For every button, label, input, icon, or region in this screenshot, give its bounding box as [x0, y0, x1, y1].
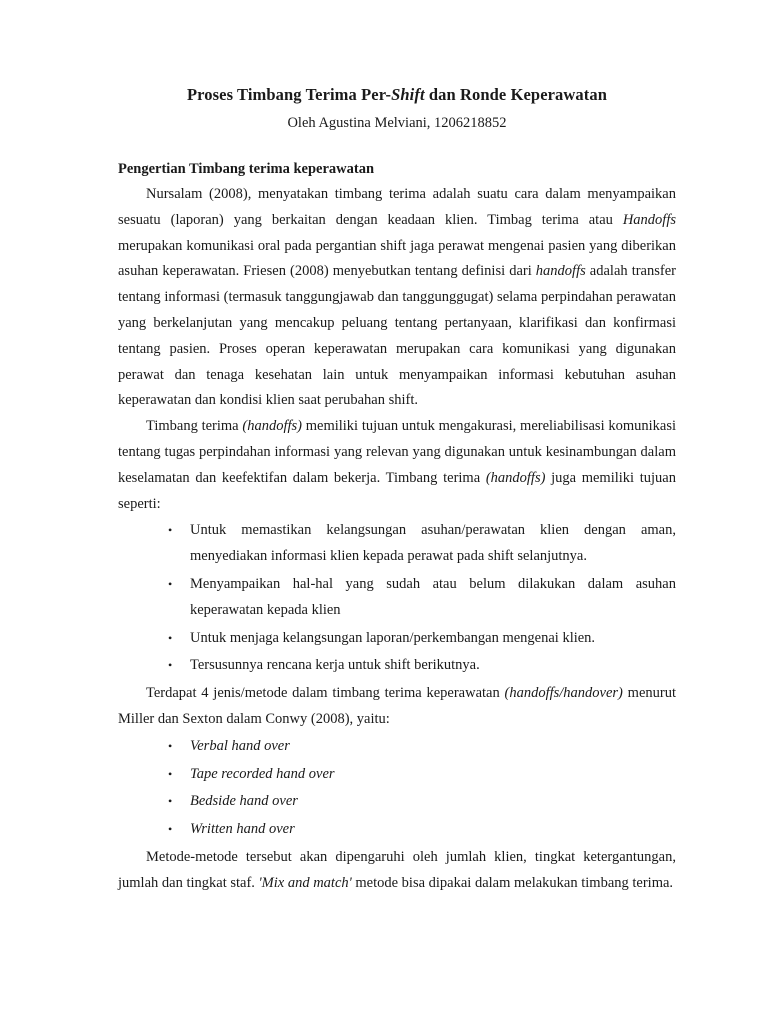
- methods-list: [118, 734, 676, 843]
- list-item-text: Menyampaikan hal-hal yang sudah atau belum dilakukan dalam asuhan keperawatan kepada klien: [190, 575, 676, 618]
- p1-text-e: adalah transfer tentang informasi (termasuk tanggungjawab dan tanggunggugat) selama perpindahan perawatan yang berkelanjutan yang mencakup peluang tentang pertanyaan, klarifikasi dan konfirmasi tentang pasien. Proses operan keperawatan merupakan cara komunikasi yang digunakan perawat dan tenaga kesehatan lain untuk menyampaikan informasi kebutuhan asuhan keperawatan dan kondisi klien saat perubahan shift.: [118, 263, 676, 409]
- p3-text-c: menurut Miller dan Sexton dalam Conwy (2008), yaitu:: [118, 685, 676, 727]
- list-item-text: Bedside hand over: [190, 793, 298, 810]
- list-item-text: Tersusunnya rencana kerja untuk shift berikutnya.: [190, 657, 480, 674]
- p4-text-c: metode bisa dipakai dalam melakukan timbang terima.: [351, 874, 674, 891]
- p1-text-b: Handoffs: [622, 211, 676, 228]
- paragraph-methods: [118, 681, 676, 733]
- list-item: [168, 572, 676, 624]
- list-item: [168, 789, 676, 815]
- section-heading: Pengertian Timbang terima keperawatan: [118, 161, 375, 177]
- p1-text-a: Nursalam (2008), menyatakan timbang terima adalah suatu cara dalam menyampaikan sesuatu (laporan) yang berkaitan dengan keadaan klien. Timbag terima atau: [118, 186, 676, 228]
- p2-text-b: (handoffs): [242, 418, 302, 435]
- paragraph-mix-and-match: [118, 845, 676, 897]
- bullet-icon: •: [168, 738, 173, 753]
- list-item-text: Verbal hand over: [190, 737, 290, 754]
- bullet-icon: •: [168, 523, 173, 538]
- bullet-icon: •: [168, 576, 173, 591]
- bullet-icon: •: [168, 794, 173, 809]
- list-item: [168, 734, 676, 760]
- list-item: [168, 762, 676, 788]
- p1-text-c: merupakan komunikasi oral pada pergantian shift jaga perawat mengenai pasien yang diberikan asuhan keperawatan. Friesen (2008) menyebutkan tentang definisi dari: [118, 237, 676, 280]
- list-item: [168, 518, 676, 570]
- list-item-text: Tape recorded hand over: [190, 765, 335, 782]
- p3-text-b: (handoffs/handover): [504, 685, 623, 702]
- list-item-text: Written hand over: [190, 821, 295, 838]
- purpose-list: [118, 518, 676, 679]
- p2-text-d: (handoffs): [485, 469, 546, 486]
- p4-text-b: 'Mix and match': [258, 874, 352, 891]
- list-item-text: Untuk menjaga kelangsungan laporan/perkembangan mengenai klien.: [190, 629, 596, 646]
- p1-text-d: handoffs: [535, 263, 586, 280]
- p3-text-a: Terdapat 4 jenis/metode dalam timbang terima keperawatan: [146, 685, 505, 702]
- author-line: Oleh Agustina Melviani, 1206218852: [287, 115, 507, 131]
- list-item: [168, 817, 676, 843]
- p4-text-a: Metode-metode tersebut akan dipengaruhi oleh jumlah klien, tingkat ketergantungan, jumlah dan tingkat staf.: [118, 848, 676, 891]
- bullet-icon: •: [168, 658, 173, 673]
- p2-text-a: Timbang terima: [146, 418, 243, 435]
- title-text-start: Proses Timbang Terima Per-: [187, 85, 392, 104]
- bullet-icon: •: [168, 766, 173, 781]
- title-text-italic: Shift: [391, 85, 425, 104]
- p2-text-e: juga memiliki tujuan seperti:: [118, 469, 676, 512]
- list-item: [168, 653, 676, 679]
- list-item: [168, 626, 676, 652]
- document-page: [118, 84, 676, 897]
- paragraph-purpose: [118, 414, 676, 517]
- bullet-icon: •: [168, 822, 173, 837]
- title-text-end: dan Ronde Keperawatan: [424, 85, 607, 104]
- document-title: [118, 84, 676, 106]
- list-item-text: Untuk memastikan kelangsungan asuhan/perawatan klien dengan aman, menyediakan informasi klien kepada perawat pada shift selanjutnya.: [190, 522, 676, 565]
- paragraph-definition: [118, 182, 676, 414]
- bullet-icon: •: [168, 630, 173, 645]
- p2-text-c: memiliki tujuan untuk mengakurasi, mereliabilisasi komunikasi tentang tugas perpindahan informasi yang relevan yang digunakan untuk kesinambungan dalam keselamatan dan keefektifan dalam bekerja. Timbang terima: [118, 418, 676, 486]
